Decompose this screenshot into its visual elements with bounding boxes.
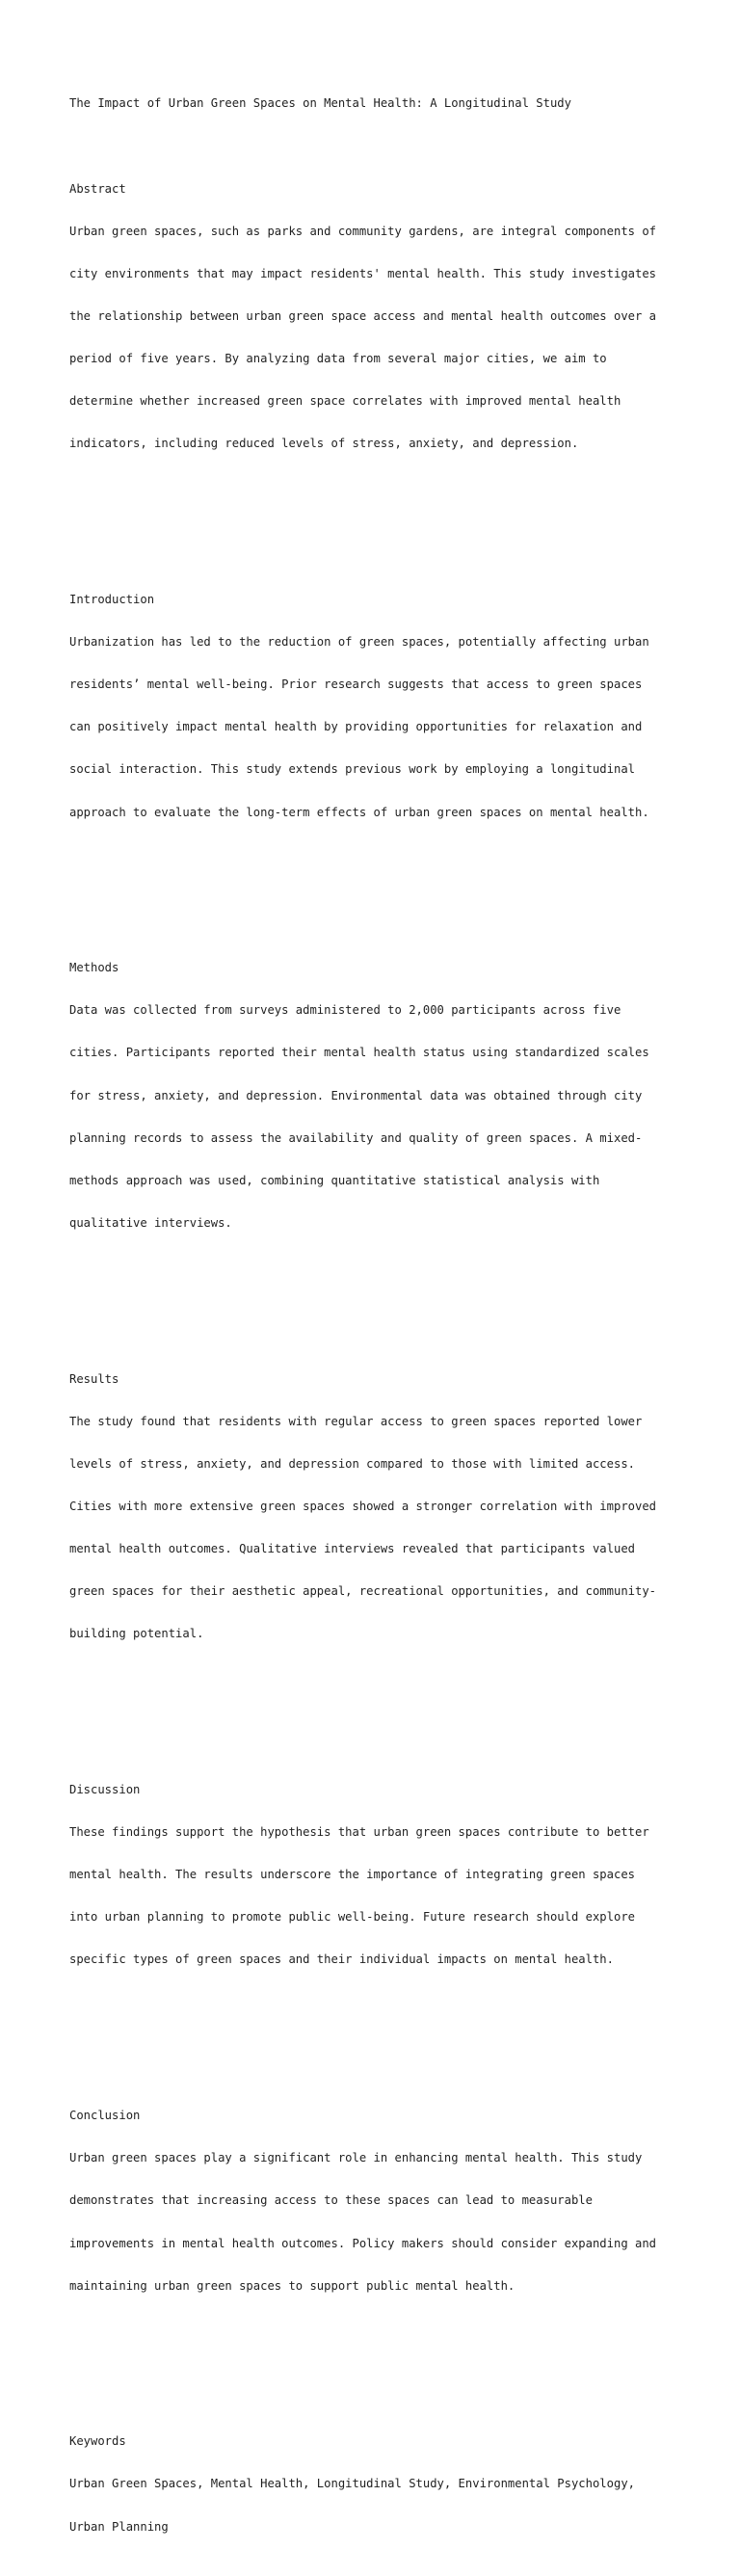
section-heading: Abstract — [69, 181, 126, 196]
body-line: building potential. — [69, 1627, 204, 1641]
section-spacer — [69, 876, 686, 890]
section-methods — [69, 933, 686, 1259]
body-line: Urban Planning — [69, 2519, 169, 2534]
body-line: methods approach was used, combining quantitative statistical analysis with — [69, 1173, 600, 1187]
section-conclusion — [69, 2081, 686, 2322]
section-heading: Methods — [69, 961, 119, 975]
body-line: improvements in mental health outcomes. Policy makers should consider expanding and — [69, 2236, 657, 2250]
section-discussion — [69, 1755, 686, 1996]
body-line: cities. Participants reported their mental health status using standardized scales — [69, 1046, 649, 1060]
section-spacer — [69, 508, 686, 522]
paper-page — [69, 68, 686, 2576]
body-line: Data was collected from surveys administered to 2,000 participants across five — [69, 1003, 621, 1018]
section-results — [69, 1343, 686, 1669]
body-line: social interaction. This study extends previous work by employing a longitudinal — [69, 762, 635, 777]
body-line: green spaces for their aesthetic appeal, recreational opportunities, and community- — [69, 1584, 657, 1599]
body-line: approach to evaluate the long-term effects of urban green spaces on mental health. — [69, 805, 649, 819]
body-line: Urban green spaces, such as parks and community gardens, are integral components of — [69, 224, 657, 238]
body-line: Urban green spaces play a significant role in enhancing mental health. This study — [69, 2151, 643, 2165]
body-line: These findings support the hypothesis that urban green spaces contribute to better — [69, 1825, 649, 1840]
section-spacer — [69, 1287, 686, 1301]
section-heading: Conclusion — [69, 2109, 141, 2123]
section-heading: Discussion — [69, 1783, 141, 1797]
body-line: determine whether increased green space correlates with improved mental health — [69, 394, 621, 409]
body-line: mental health outcomes. Qualitative interviews revealed that participants valued — [69, 1542, 635, 1556]
body-line: levels of stress, anxiety, and depression compared to those with limited access. — [69, 1456, 635, 1471]
body-line: for stress, anxiety, and depression. Environmental data was obtained through city — [69, 1088, 643, 1102]
body-line: indicators, including reduced levels of stress, anxiety, and depression. — [69, 437, 579, 451]
paper-title: The Impact of Urban Green Spaces on Mental Health: A Longitudinal Study — [69, 96, 571, 111]
body-line: maintaining urban green spaces to support public mental health. — [69, 2278, 515, 2293]
section-spacer — [69, 1698, 686, 1713]
body-line: Cities with more extensive green spaces showed a stronger correlation with improved — [69, 1499, 657, 1513]
body-line: residents’ mental well-being. Prior research suggests that access to green spaces — [69, 677, 643, 692]
section-abstract — [69, 153, 686, 479]
body-line: the relationship between urban green space access and mental health outcomes over a — [69, 308, 657, 323]
body-line: period of five years. By analyzing data from several major cities, we aim to — [69, 352, 607, 366]
body-line: qualitative interviews. — [69, 1215, 232, 1230]
body-line: Urbanization has led to the reduction of green spaces, potentially affecting urban — [69, 635, 649, 650]
body-line: city environments that may impact residents' mental health. This study investigates — [69, 266, 657, 280]
body-line: specific types of green spaces and their individual impacts on mental health. — [69, 1952, 614, 1967]
body-line: into urban planning to promote public well-being. Future research should explore — [69, 1910, 635, 1925]
body-line: demonstrates that increasing access to these spaces can lead to measurable — [69, 2193, 593, 2208]
section-keywords — [69, 2406, 686, 2563]
section-heading: Results — [69, 1371, 119, 1386]
section-heading: Keywords — [69, 2434, 126, 2449]
body-line: Urban Green Spaces, Mental Health, Longitudinal Study, Environmental Psychology, — [69, 2477, 635, 2491]
body-line: mental health. The results underscore the importance of integrating green spaces — [69, 1868, 635, 1882]
body-line: The study found that residents with regular access to green spaces reported lower — [69, 1414, 643, 1428]
section-heading: Introduction — [69, 593, 155, 606]
section-introduction — [69, 565, 686, 848]
section-spacer — [69, 2350, 686, 2364]
body-line: can positively impact mental health by providing opportunities for relaxation and — [69, 720, 643, 734]
section-spacer — [69, 2024, 686, 2038]
body-line: planning records to assess the availability and quality of green spaces. A mixed- — [69, 1130, 643, 1145]
